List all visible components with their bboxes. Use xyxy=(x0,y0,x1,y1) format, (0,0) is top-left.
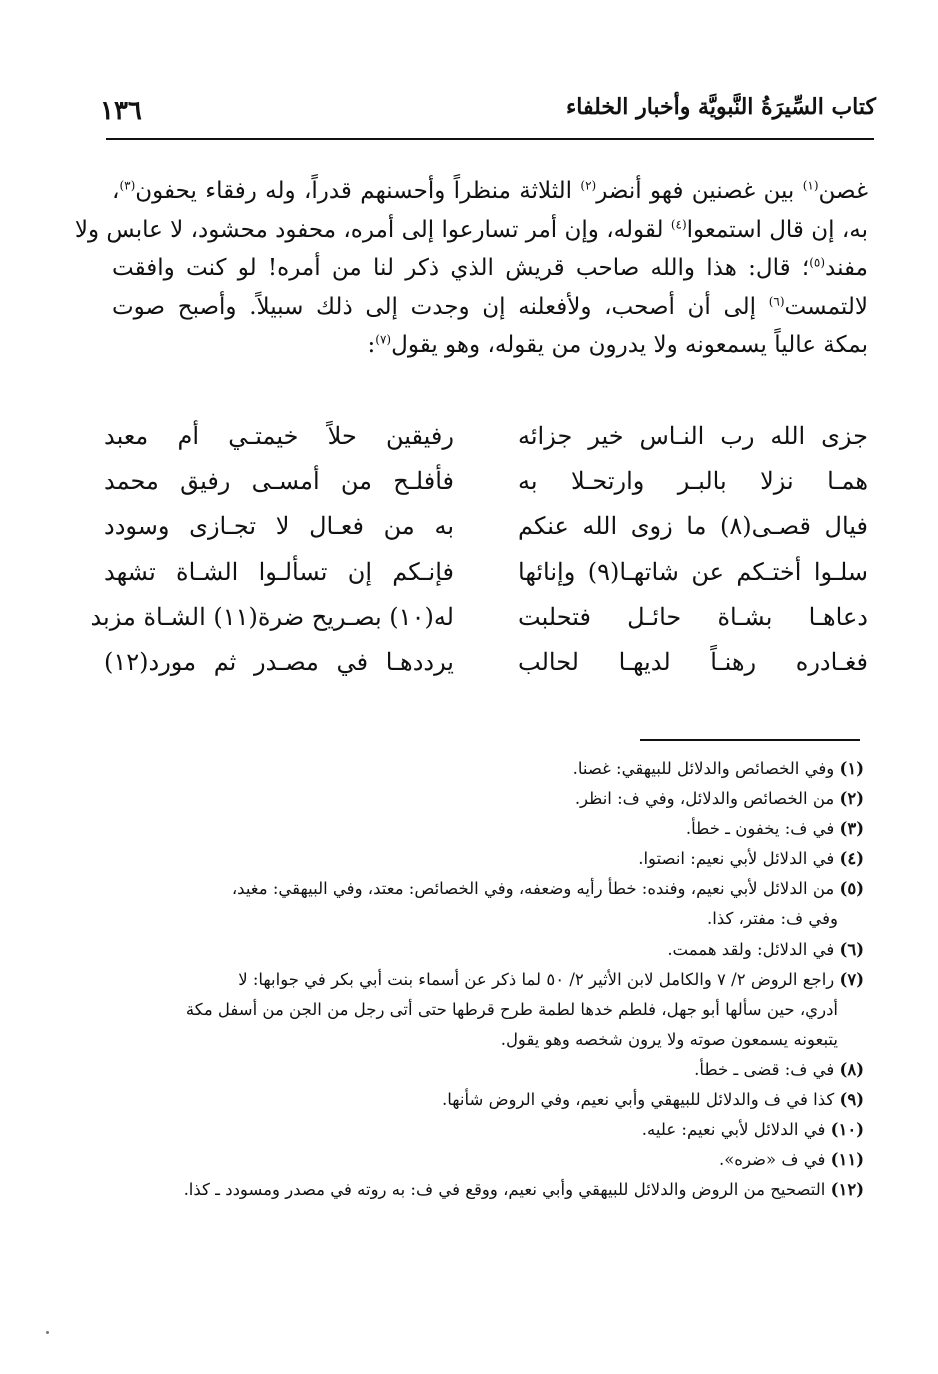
body-text-segment: بين غصنين فهو أنضر xyxy=(596,178,803,204)
verse-first-hemistich: جزى الله رب النـاس خير جزائه xyxy=(518,422,868,450)
footnote-number: (١٢) xyxy=(830,1180,864,1200)
footnote-number: (٨) xyxy=(839,1059,864,1079)
footnote-number: (٦) xyxy=(839,939,864,959)
footnote-reference: (٤) xyxy=(670,216,687,231)
footnote-text: في الدلائل لأبي نعيم: عليه. xyxy=(641,1120,826,1140)
page-number: ١٣٦ xyxy=(100,96,142,126)
verse-second-hemistich: يرددهـا في مصـدر ثم مورد(١٢) xyxy=(104,647,454,676)
poem-verse xyxy=(90,595,868,640)
footnote xyxy=(112,1085,864,1115)
footnote-reference: (٣) xyxy=(119,178,136,193)
page-header xyxy=(100,94,876,134)
footnote-number: (١٠) xyxy=(830,1120,864,1140)
body-line xyxy=(112,172,868,211)
poem-verse xyxy=(104,414,868,459)
footnote-text: وفي الخصائص والدلائل للبيهقي: غصنا. xyxy=(572,759,835,778)
footnote xyxy=(112,814,864,844)
footnote xyxy=(112,965,864,1055)
footnote-text: في ف: قضى ـ خطأ. xyxy=(694,1059,835,1079)
body-text-segment: ، xyxy=(112,178,120,204)
footnote-reference: (٥) xyxy=(809,255,826,270)
poem-verse xyxy=(104,550,868,595)
scan-speck xyxy=(46,1331,49,1334)
footnote-number: (٤) xyxy=(839,849,864,869)
footnote-number: (٥) xyxy=(839,879,864,899)
footnote-text: في ف «ضره». xyxy=(718,1150,826,1170)
body-text-segment: به، إن قال استمعوا xyxy=(686,216,868,243)
body-line xyxy=(112,249,868,288)
footnote xyxy=(112,754,864,784)
footnote-reference: (٧) xyxy=(375,332,392,347)
footnote-continuation: يتبعونه يسمعون صوته ولا يرون شخصه وهو يقول. xyxy=(500,1029,838,1049)
footnote-text: من الخصائص والدلائل، وفي ف: انظر. xyxy=(574,789,835,809)
footnote-number: (١) xyxy=(839,759,864,778)
verse-second-hemistich: فإنـكم إن تسألـوا الشـاة تشهد xyxy=(104,557,454,586)
poem-verse xyxy=(104,640,868,685)
footnote-text: راجع الروض ٢/ ٧ والكامل لابن الأثير ٢/ ٥٠ لما ذكر عن أسماء بنت أبي بكر في جوابها: لا xyxy=(238,969,835,989)
verse-first-hemistich: فيال قصـى(٨) ما زوى الله عنكم xyxy=(518,512,869,541)
footnote-continuation: وفي ف: مفتر، كذا. xyxy=(707,909,838,929)
body-text-segment: مفند xyxy=(825,255,868,281)
body-text-segment: إلى أن أصحب، ولأفعلنه إن وجدت إلى ذلك سبيلاً. وأصبح صوت xyxy=(112,293,769,320)
footnote xyxy=(112,874,864,934)
footnote-text: من الدلائل لأبي نعيم، وفنده: خطأ رأيه وضعفه، وفي الخصائص: معتد، وفي البيهقي: مغيد، xyxy=(231,879,835,899)
body-text-segment: الثلاثة منظراً وأحسنهم قدراً، وله رفقاء يحفون xyxy=(135,178,581,204)
footnote-number: (١١) xyxy=(830,1150,864,1170)
footnote-number: (٩) xyxy=(839,1090,864,1110)
footnote-text: في الدلائل: ولقد هممت. xyxy=(667,939,835,959)
footnote-continuation: أدري، حين سألها أبو جهل، فلطم خدها لطمة طرح قرطها حتى أتى رجل من الجن من أسفل مكة xyxy=(185,999,838,1019)
footnote-text: التصحيح من الروض والدلائل للبيهقي وأبي نعيم، ووقع في ف: به روته في مصدر ومسودد ـ كذا. xyxy=(183,1180,826,1200)
footnote-reference: (٦) xyxy=(768,293,785,308)
verse-second-hemistich: رفيقين حلاً خيمتـي أم معبد xyxy=(104,422,454,450)
running-title: كتاب السِّيرَةُ النَّبويَّة وأخبار الخلفاء xyxy=(565,94,876,120)
verse-first-hemistich: دعاهـا بشـاة حائـل فتحلبت xyxy=(518,602,868,631)
verse-second-hemistich: له(١٠) بصـريح ضرة(١١) الشـاة مزبد xyxy=(90,602,454,631)
body-text-segment: لالتمست xyxy=(784,293,868,320)
body-line xyxy=(112,288,868,327)
footnote-number: (٣) xyxy=(839,819,864,839)
header-rule xyxy=(106,138,874,140)
footnote xyxy=(112,784,864,814)
verse-first-hemistich: همـا نزلا بالبـر وارتحـلا به xyxy=(518,467,868,496)
verse-second-hemistich: به من فعـال لا تجـازى وسودد xyxy=(104,512,454,541)
footnote-reference: (١) xyxy=(802,178,819,193)
body-line xyxy=(74,211,868,250)
body-line xyxy=(112,326,868,365)
footnote xyxy=(112,1115,864,1145)
footnote xyxy=(112,1055,864,1085)
body-text-segment: غصن xyxy=(818,178,868,204)
verse-first-hemistich: فغـادره رهنـاً لديهـا لحالب xyxy=(518,647,868,676)
body-text-segment: لقوله، وإن أمر تسارعوا إلى أمره، محفود محشود، لا عابس ولا xyxy=(74,216,671,243)
footnote xyxy=(112,1145,864,1175)
body-text-segment: : xyxy=(367,332,376,358)
footnote-text: كذا في ف والدلائل للبيهقي وأبي نعيم، وفي الروض شأنها. xyxy=(442,1090,835,1110)
poem xyxy=(90,414,869,685)
footnotes xyxy=(112,754,864,1205)
body-paragraph xyxy=(74,172,868,365)
footnote-reference: (٢) xyxy=(580,178,597,193)
footnote-number: (٢) xyxy=(839,789,864,809)
footnote-number: (٧) xyxy=(839,969,864,989)
footnote xyxy=(112,844,864,874)
poem-verse xyxy=(104,459,868,504)
footnote-separator xyxy=(640,739,860,741)
footnote-text: في الدلائل لأبي نعيم: انصتوا. xyxy=(638,849,835,869)
footnote-text: في ف: يخفون ـ خطأ. xyxy=(685,819,835,839)
verse-second-hemistich: فأفلـح من أمسـى رفيق محمد xyxy=(104,467,454,496)
body-text-segment: بمكة عالياً يسمعونه ولا يدرون من يقوله، وهو يقول xyxy=(391,332,868,358)
body-text-segment: ؛ قال: هذا والله صاحب قريش الذي ذكر لنا من أمره! لو كنت وافقت xyxy=(112,255,810,281)
verse-first-hemistich: سلـوا أختـكم عن شاتهـا(٩) وإنائها xyxy=(518,557,868,586)
footnote xyxy=(112,935,864,965)
poem-verse xyxy=(104,504,868,549)
footnote xyxy=(112,1175,864,1205)
